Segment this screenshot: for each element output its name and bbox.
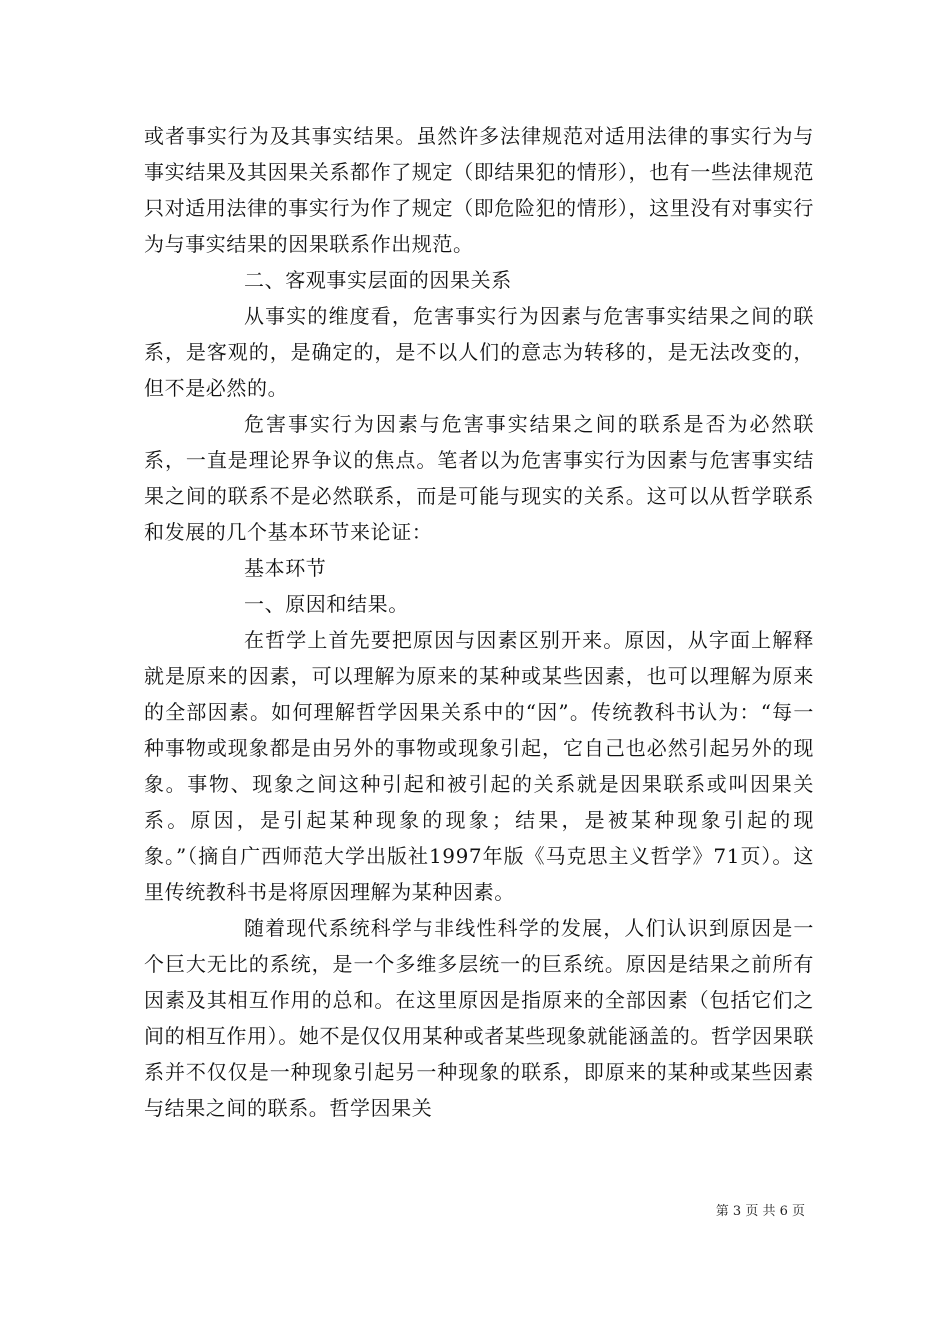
paragraph-3: 从事实的维度看，危害事实行为因素与危害事实结果之间的联系，是客观的，是确定的，是不以人们的意志为转移的，是无法改变的，但不是必然的。 bbox=[144, 304, 814, 400]
section-heading-2: 二、客观事实层面的因果关系 bbox=[244, 268, 512, 292]
document-body bbox=[144, 118, 814, 1126]
paragraph-1: 或者事实行为及其事实结果。虽然许多法律规范对适用法律的事实行为与事实结果及其因果关系都作了规定（即结果犯的情形），也有一些法律规范只对适用法律的事实行为作了规定（即危险犯的情形），这里没有对事实行为与事实结果的因果联系作出规范。 bbox=[144, 124, 814, 256]
paragraph-8: 随着现代系统科学与非线性科学的发展，人们认识到原因是一个巨大无比的系统，是一个多维多层统一的巨系统。原因是结果之前所有因素及其相互作用的总和。在这里原因是指原来的全部因素（包括它们之间的相互作用）。她不是仅仅用某种或者某些现象就能涵盖的。哲学因果联系并不仅仅是一种现象引起另一种现象的联系，即原来的某种或某些因素与结果之间的联系。哲学因果关 bbox=[144, 916, 814, 1120]
paragraph-4: 危害事实行为因素与危害事实结果之间的联系是否为必然联系，一直是理论界争议的焦点。笔者以为危害事实行为因素与危害事实结果之间的联系不是必然联系，而是可能与现实的关系。这可以从哲学联系和发展的几个基本环节来论证： bbox=[144, 412, 814, 544]
page-number: 第 3 页 共 6 页 bbox=[715, 1204, 805, 1219]
section-heading-basic-links: 基本环节 bbox=[244, 556, 327, 580]
section-heading-cause-effect: 一、原因和结果。 bbox=[244, 592, 409, 616]
paragraph-7: 在哲学上首先要把原因与因素区别开来。原因，从字面上解释就是原来的因素，可以理解为原来的某种或某些因素，也可以理解为原来的全部因素。如何理解哲学因果关系中的“因”。传统教科书认为：“每一种事物或现象都是由另外的事物或现象引起，它自己也必然引起另外的现象。事物、现象之间这种引起和被引起的关系就是因果联系或叫因果关系。原因，是引起某种现象的现象；结果，是被某种现象引起的现象。”（摘自广西师范大学出版社1997年版《马克思主义哲学》71页）。这里传统教科书是将原因理解为某种因素。 bbox=[144, 628, 814, 904]
